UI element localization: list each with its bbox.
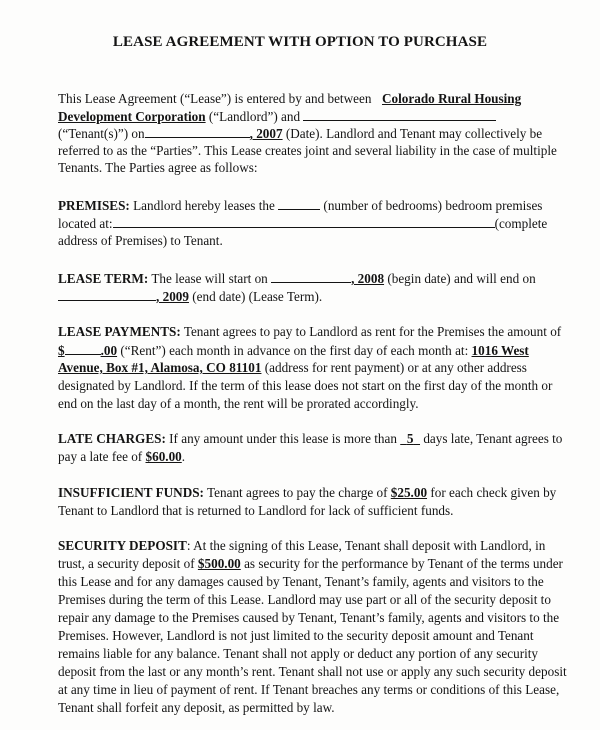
insufficient-funds-line-2: Tenant to Landlord that is returned to Landlord for lack of sufficient funds. (58, 503, 454, 518)
insufficient-funds-heading: INSUFFICIENT FUNDS: (58, 485, 204, 500)
lease-term-text: The lease will start on (151, 271, 268, 286)
payments-line-2 (58, 342, 529, 359)
rent-dollar: $ (58, 343, 65, 358)
start-year: , 2008 (351, 271, 385, 286)
intro-line-1 (58, 91, 521, 107)
date-blank (145, 125, 250, 138)
tenant-name-blank (303, 108, 496, 121)
insufficient-funds-text: for each check given by (430, 485, 557, 500)
premises-line-2 (58, 215, 547, 232)
premises-location-label: located at: (58, 216, 113, 231)
late-charges-text: days late, Tenant agrees to (423, 431, 563, 446)
late-charges-line-1 (58, 431, 562, 447)
payment-address-cont: Avenue, Box #1, Alamosa, CO 81101 (58, 360, 262, 375)
deposit-line-7: remains liable for any balance. Tenant shall not apply or deduct any portion of any security (58, 646, 539, 661)
intro-line-5: Tenants. The Parties agree as follows: (58, 160, 258, 175)
deposit-text: : At the signing of this Lease, Tenant shall deposit with Landlord, in (186, 538, 546, 553)
late-charges-text: pay a late fee of (58, 449, 143, 464)
lease-term-text: (end date) (Lease Term). (192, 289, 323, 304)
payments-line-5: end on the last day of a month, the rent will be prorated accordingly. (58, 396, 419, 411)
payments-heading: LEASE PAYMENTS: (58, 324, 181, 339)
payments-line-1 (58, 324, 561, 340)
payments-line-4: designated by Landlord. If the term of this lease does not start on the first day of the month or (58, 378, 553, 393)
lease-year: , 2007 (249, 126, 283, 141)
lease-term-line-2 (58, 288, 322, 305)
payment-address: 1016 West (471, 343, 529, 358)
deposit-line-2 (58, 556, 563, 572)
bedrooms-blank (278, 197, 320, 210)
start-date-blank (271, 270, 351, 283)
payments-text: (address for rent payment) or at any other address (264, 360, 527, 375)
period: . (181, 449, 186, 464)
lease-term-text: (begin date) and will end on (387, 271, 536, 286)
late-charges-line-2 (58, 449, 185, 465)
late-charges-text: If any amount under this lease is more than (169, 431, 397, 446)
lease-term-heading: LEASE TERM: (58, 271, 149, 286)
deposit-amount: $500.00 (197, 556, 241, 571)
intro-text: (Date). Landlord and Tenant may collectively be (285, 126, 543, 141)
rent-cents: .00 (100, 343, 118, 358)
insufficient-funds-text: Tenant agrees to pay the charge of (207, 485, 388, 500)
late-charges-heading: LATE CHARGES: (58, 431, 166, 446)
premises-heading: PREMISES: (58, 198, 130, 213)
landlord-name-cont: Development Corporation (58, 109, 206, 124)
deposit-line-6: Premises. However, Landlord is not just limited to the security deposit amount and Tenant (58, 628, 534, 643)
premises-text: Landlord hereby leases the (133, 198, 275, 213)
late-days-value: 5 (406, 431, 414, 446)
intro-line-3 (58, 125, 542, 142)
landlord-label: (“Landlord”) and (208, 109, 301, 124)
deposit-line-5: repair any damage to the Premises caused by Tenant, Tenant’s family, agents and visitors to the (58, 610, 560, 625)
premises-line-1 (58, 197, 542, 214)
end-date-blank (58, 288, 156, 301)
deposit-line-10: Tenant shall forfeit any deposit, as permitted by law. (58, 700, 335, 715)
tenant-label: (“Tenant(s)”) on (58, 126, 145, 141)
rent-amount-blank (65, 342, 101, 355)
intro-line-4: referred to as the “Parties”. This Lease creates joint and several liability in the case of multiple (58, 143, 557, 158)
payments-text: (“Rent”) each month in advance on the first day of each month at: (120, 343, 469, 358)
deposit-heading: SECURITY DEPOSIT (58, 538, 187, 553)
deposit-line-1 (58, 538, 545, 554)
premises-line-3: address of Premises) to Tenant. (58, 233, 223, 248)
premises-text: (complete (494, 216, 548, 231)
payments-text: Tenant agrees to pay to Landlord as rent for the Premises the amount of (183, 324, 562, 339)
lease-term-line-1 (58, 270, 536, 287)
intro-text: This Lease Agreement (“Lease”) is entered by and between (58, 91, 372, 106)
deposit-line-3: this Lease and for any damages caused by Tenant, Tenant’s family, agents and visitors to the (58, 574, 544, 589)
premises-text: (number of bedrooms) bedroom premises (323, 198, 543, 213)
address-blank (113, 215, 495, 228)
late-fee: $60.00 (145, 449, 182, 464)
payments-line-3 (58, 360, 527, 376)
late-days (400, 431, 420, 446)
insufficient-funds-line-1 (58, 485, 556, 501)
document-title: LEASE AGREEMENT WITH OPTION TO PURCHASE (112, 34, 488, 50)
nsf-charge: $25.00 (390, 485, 428, 500)
deposit-line-9: at any time in lieu of payment of rent. If Tenant breaches any terms or conditions of this Lease, (58, 682, 560, 697)
end-year: , 2009 (156, 289, 189, 304)
landlord-name: Colorado Rural Housing (382, 91, 522, 106)
deposit-line-4: Premises during the term of this Lease. Landlord may use part or all of the security deposit to (58, 592, 551, 607)
deposit-line-8: deposit from the last or any month’s rent. Tenant shall not use or apply any such security deposit (58, 664, 567, 679)
intro-line-2 (58, 108, 496, 125)
deposit-text: trust, a security deposit of (58, 556, 195, 571)
deposit-text: as security for the performance by Tenant of the terms under (244, 556, 563, 571)
